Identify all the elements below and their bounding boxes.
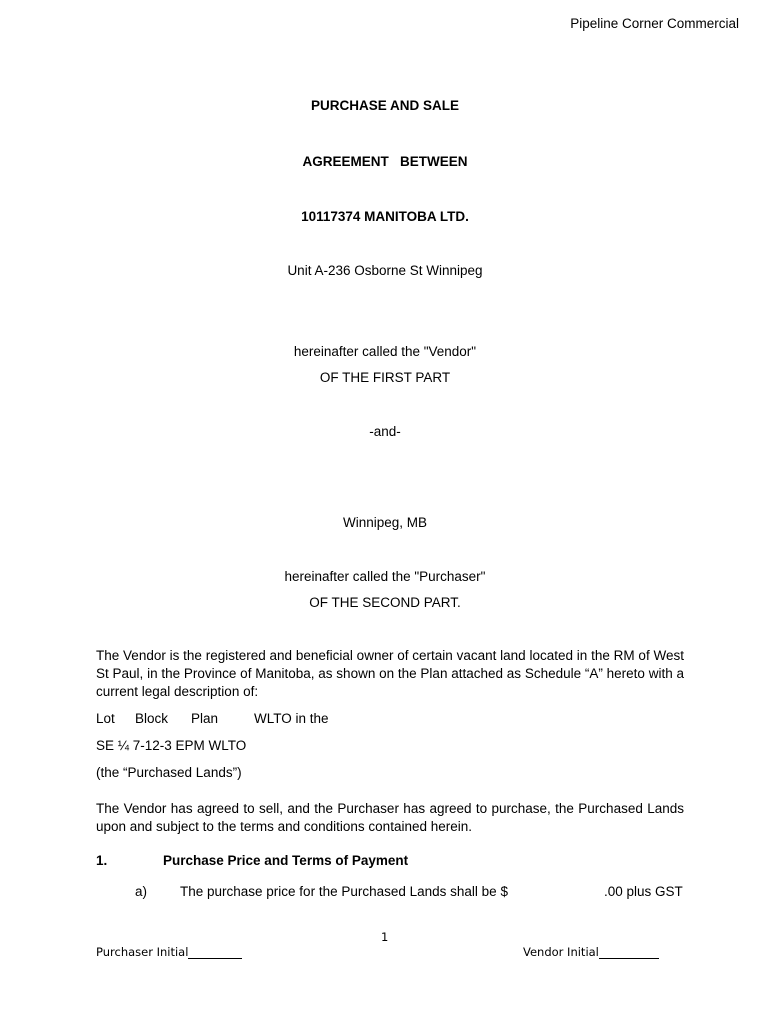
purchaser-part: OF THE SECOND PART. — [309, 595, 461, 610]
item-a-label: a) — [135, 884, 148, 899]
title-line-2: AGREEMENT BETWEEN — [302, 154, 468, 169]
purchaser-initial-label: Purchaser Initial — [96, 945, 189, 959]
purchaser-initial-field — [96, 945, 242, 959]
legal-wlto-label: WLTO in the — [254, 711, 329, 726]
recital-paragraph: The Vendor is the registered and beneficial owner of certain vacant land located in the RM of West St Paul, in the Province of Manitoba, as shown on the Plan attached as Schedule “A” hereto with a current legal description of: — [96, 648, 684, 699]
purchaser-initial-line — [188, 946, 242, 959]
section-heading: Purchase Price and Terms of Payment — [163, 853, 409, 868]
and-separator: -and- — [369, 424, 401, 439]
vendor-initial-line — [599, 946, 659, 959]
vendor-name: 10117374 MANITOBA LTD. — [301, 209, 469, 224]
vendor-initial-label: Vendor Initial — [523, 945, 599, 959]
vendor-initial-field — [523, 945, 659, 959]
legal-description: SE ¼ 7-12-3 EPM WLTO — [96, 738, 247, 753]
vendor-part: OF THE FIRST PART — [319, 370, 451, 385]
title-line-1: PURCHASE AND SALE — [310, 98, 459, 113]
purchaser-address: Winnipeg, MB — [342, 515, 428, 530]
section-number: 1. — [96, 853, 108, 868]
legal-lot-label: Lot — [96, 711, 115, 726]
vendor-designation: hereinafter called the "Vendor" — [293, 344, 477, 359]
legal-plan-label: Plan — [191, 711, 219, 726]
purchaser-designation: hereinafter called the "Purchaser" — [284, 569, 486, 584]
page-number: 1 — [381, 930, 389, 944]
legal-block-label: Block — [135, 711, 169, 726]
document-header: Pipeline Corner Commercial — [570, 16, 739, 31]
item-a-amount: .00 plus GST — [604, 884, 683, 899]
vendor-address: Unit A-236 Osborne St Winnipeg — [287, 263, 483, 278]
item-a-text: The purchase price for the Purchased Lands shall be $ — [180, 884, 508, 899]
agreement-paragraph: The Vendor has agreed to sell, and the Purchaser has agreed to purchase, the Purchased Lands upon and subject to the terms and conditions contained herein. — [96, 801, 684, 834]
purchased-lands-definition: (the “Purchased Lands”) — [96, 765, 242, 780]
